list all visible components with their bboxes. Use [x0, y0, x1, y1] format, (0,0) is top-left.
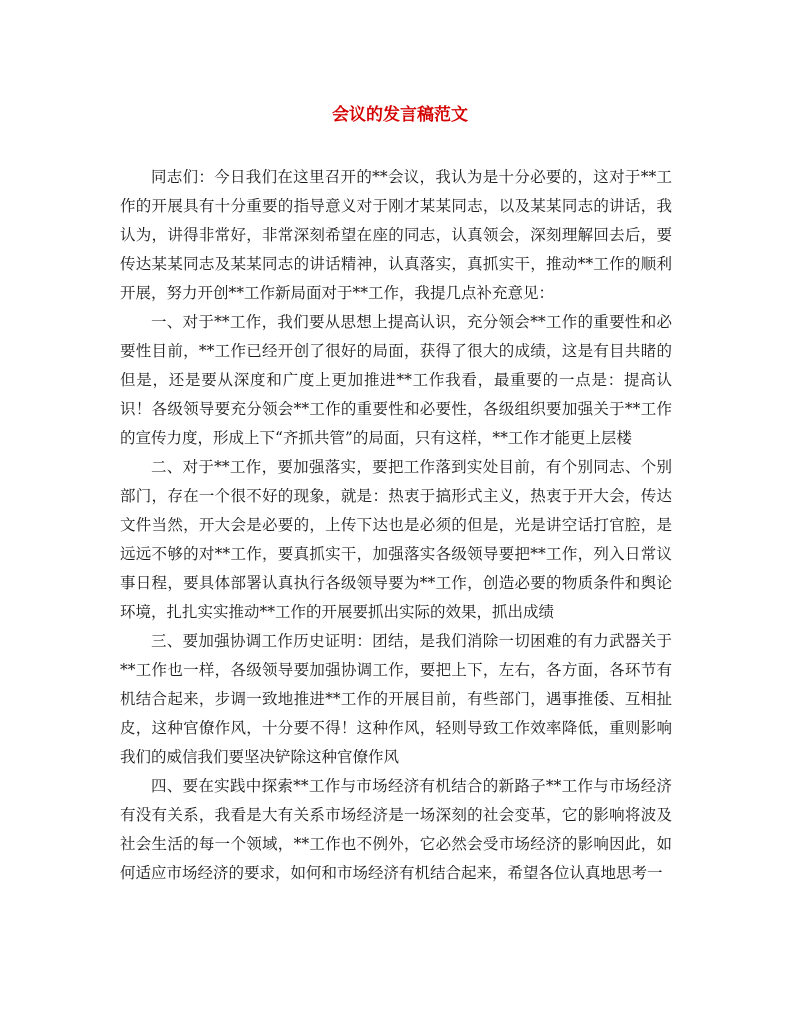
paragraph-point-two: 二、对于**工作，要加强落实，要把工作落到实处目前，有个别同志、个别部门，存在一个很不好的现象，就是：热衷于搞形式主义，热衷于开大会，传达文件当然，开大会是必要的，上传下达也是必须的但是，光是讲空话打官腔，是远远不够的对**工作，要真抓实干，加强落实各级领导要把**工作，列入日常议事日程，要具体部署认真执行各级领导要为**工作，创造必要的物质条件和舆论环境，扎扎实实推动**工作的开展要抓出实际的效果，抓出成绩	[120, 458, 672, 621]
paragraph-point-one: 一、对于**工作，我们要从思想上提高认识，充分领会**工作的重要性和必要性目前，**工作已经开创了很好的局面，获得了很大的成绩，这是有目共睹的但是，还是要从深度和广度上更加推进**工作我看，最重要的一点是：提高认识！各级领导要充分领会**工作的重要性和必要性，各级组织要加强关于**工作的宣传力度，形成上下“齐抓共管”的局面，只有这样，**工作才能更上层楼	[120, 313, 672, 447]
paragraph-point-four: 四、要在实践中探索**工作与市场经济有机结合的新路子**工作与市场经济有没有关系，我看是大有关系市场经济是一场深刻的社会变革，它的影响将波及社会生活的每一个领域，**工作也不例外，它必然会受市场经济的影响因此，如何适应市场经济的要求，如何和市场经济有机结合起来，希望各位认真地思考一	[120, 777, 672, 882]
paragraph-opening: 同志们：今日我们在这里召开的**会议，我认为是十分必要的，这对于**工作的开展具有十分重要的指导意义对于刚才某某同志，以及某某同志的讲话，我认为，讲得非常好，非常深刻希望在座的同志，认真领会，深刻理解回去后，要传达某某同志及某某同志的讲话精神，认真落实，真抓实干，推动**工作的顺利开展，努力开创**工作新局面对于**工作，我提几点补充意见：	[120, 168, 672, 302]
paragraph-point-three: 三、要加强协调工作历史证明：团结，是我们消除一切困难的有力武器关于**工作也一样，各级领导要加强协调工作，要把上下，左右，各方面，各环节有机结合起来，步调一致地推进**工作的开展目前，有些部门，遇事推倭、互相扯皮，这种官僚作风，十分要不得！这种作风，轻则导致工作效率降低，重则影响我们的威信我们要坚决铲除这种官僚作风	[120, 632, 672, 766]
document-title: 会议的发言稿范文	[332, 105, 468, 125]
document-body	[120, 163, 672, 888]
